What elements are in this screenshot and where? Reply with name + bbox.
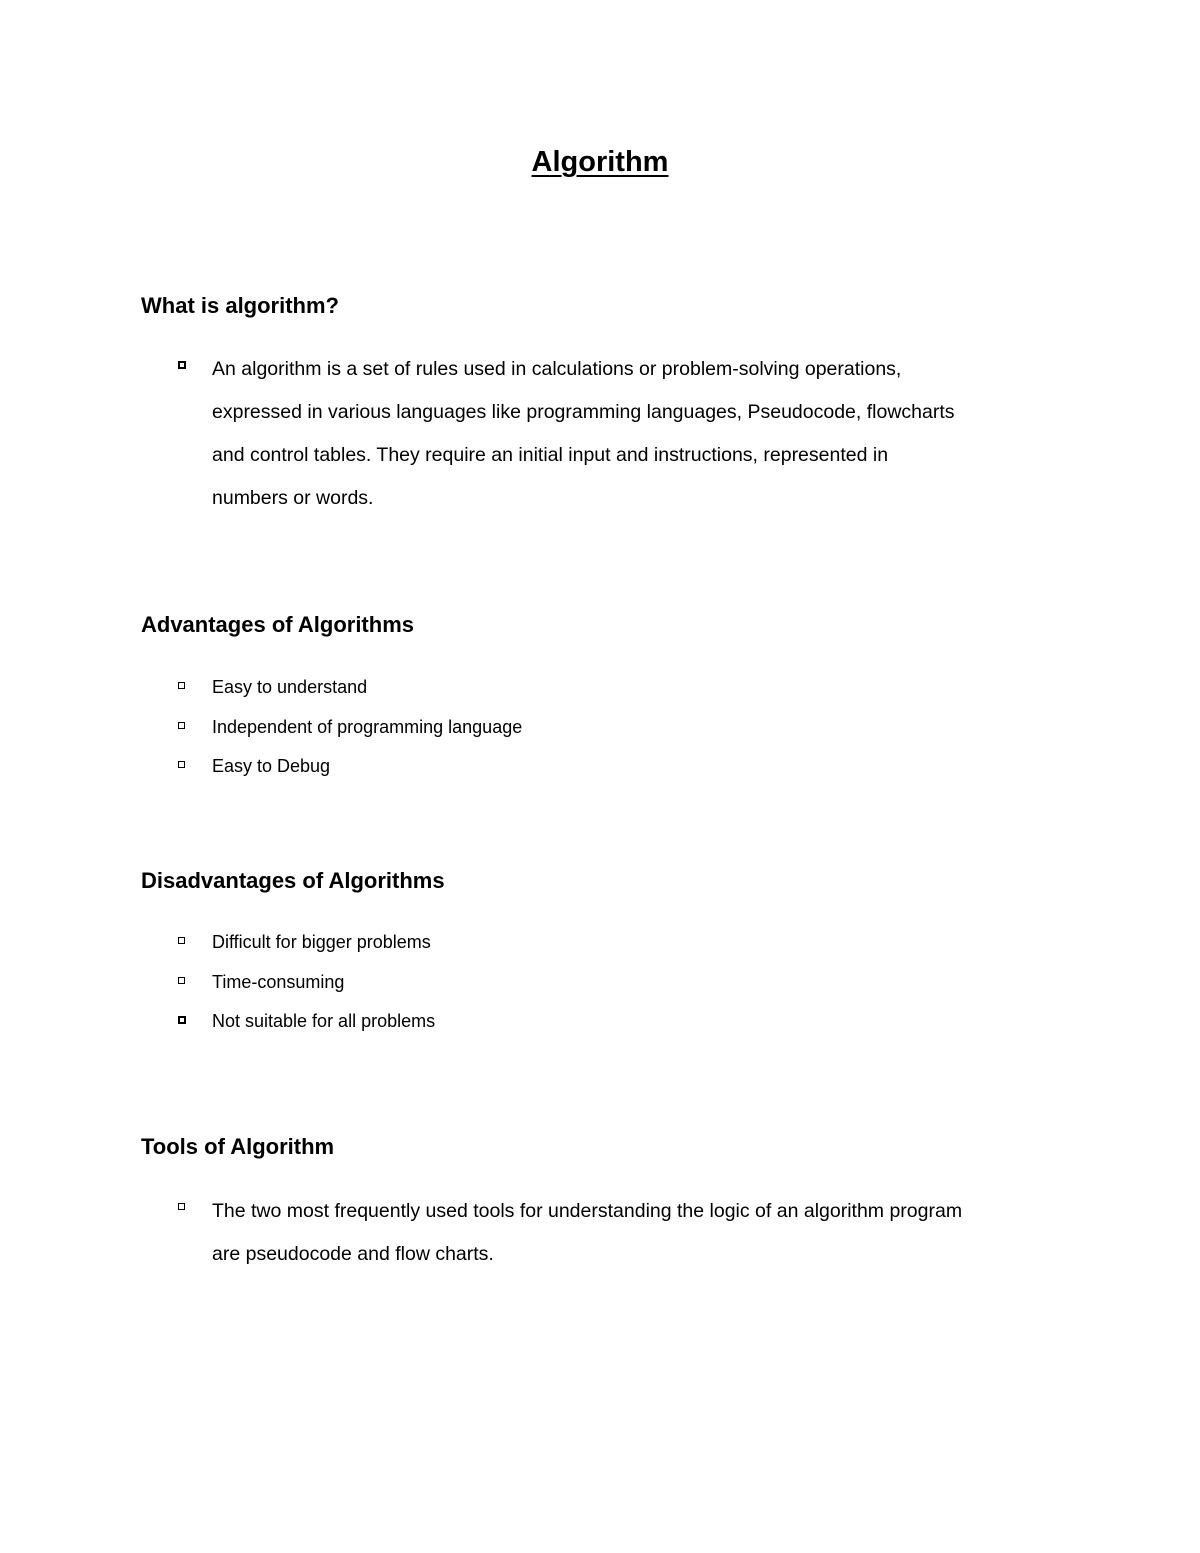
definition-list bbox=[0, 348, 955, 520]
list-item bbox=[0, 708, 522, 748]
list-item-text: Easy to understand bbox=[212, 677, 368, 697]
list-item bbox=[0, 923, 435, 963]
list-item-text: Not suitable for all problems bbox=[212, 1011, 436, 1031]
list-item bbox=[0, 668, 522, 708]
list-item-text: Easy to Debug bbox=[212, 756, 331, 776]
square-bullet-icon bbox=[178, 682, 185, 689]
square-bullet-icon bbox=[178, 1203, 185, 1210]
paragraph-line: An algorithm is a set of rules used in calculations or problem-solving operations, bbox=[212, 358, 902, 380]
paragraph-line: The two most frequently used tools for understanding the logic of an algorithm program bbox=[212, 1200, 963, 1222]
square-bullet-icon bbox=[178, 722, 185, 729]
paragraph-line: and control tables. They require an initial input and instructions, represented in bbox=[212, 444, 889, 466]
list-item bbox=[0, 747, 522, 787]
advantages-list bbox=[0, 668, 522, 787]
list-item bbox=[0, 348, 955, 520]
section-heading-disadvantages: Disadvantages of Algorithms bbox=[141, 868, 445, 893]
paragraph-line: are pseudocode and flow charts. bbox=[212, 1243, 494, 1265]
list-item-text: Difficult for bigger problems bbox=[212, 932, 431, 952]
list-item bbox=[0, 1190, 962, 1276]
paragraph-line: numbers or words. bbox=[212, 487, 374, 509]
disadvantages-list bbox=[0, 923, 435, 1042]
square-bullet-icon bbox=[178, 1016, 186, 1024]
paragraph-line: expressed in various languages like programming languages, Pseudocode, flowcharts bbox=[212, 401, 955, 423]
section-heading-advantages: Advantages of Algorithms bbox=[141, 612, 414, 637]
square-bullet-icon bbox=[178, 761, 185, 768]
list-item-text: Independent of programming language bbox=[212, 716, 523, 737]
list-item bbox=[0, 1002, 435, 1042]
square-bullet-icon bbox=[178, 937, 185, 944]
square-bullet-icon bbox=[178, 977, 185, 984]
list-item-text: Time-consuming bbox=[212, 971, 345, 992]
square-bullet-icon bbox=[178, 361, 186, 369]
section-heading-tools: Tools of Algorithm bbox=[141, 1134, 335, 1159]
list-item bbox=[0, 963, 435, 1003]
tools-list bbox=[0, 1190, 962, 1276]
document-title bbox=[0, 143, 1200, 181]
document-title-text: Algorithm bbox=[531, 146, 669, 178]
section-heading-what-is-algorithm: What is algorithm? bbox=[141, 293, 339, 318]
